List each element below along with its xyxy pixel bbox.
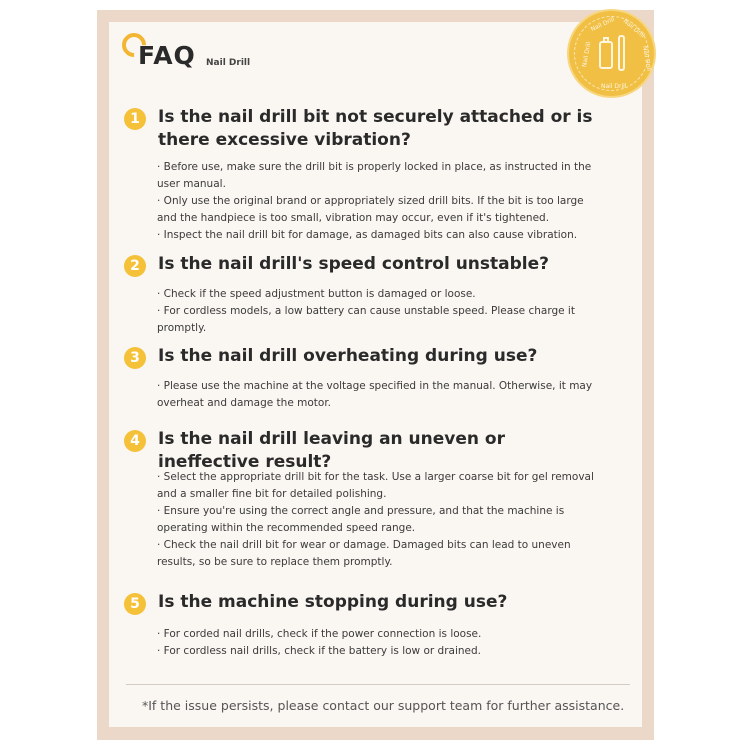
nail-drill-icon — [618, 35, 625, 71]
faq-answer-4 — [157, 469, 602, 571]
question-number-badge: 1 — [124, 108, 146, 130]
page-title: FAQ — [138, 41, 196, 70]
footer-note: *If the issue persists, please contact our support team for further assistance. — [142, 698, 625, 713]
question-number-badge: 4 — [124, 430, 146, 452]
faq-answer-5 — [157, 626, 602, 660]
nail-polish-icon — [599, 41, 613, 69]
answer-item: · For cordless models, a low battery can cause unstable speed. Please charge it promptly. — [157, 305, 575, 334]
answer-item: · Check the nail drill bit for wear or damage. Damaged bits can lead to uneven results, so be sure to replace them promptly. — [157, 539, 571, 568]
page-subtitle: Nail Drill — [206, 58, 251, 68]
question-number-badge: 2 — [124, 255, 146, 277]
answer-item: · Inspect the nail drill bit for damage, as damaged bits can also cause vibration. — [157, 229, 578, 241]
badge-label: Nail Drill — [601, 83, 627, 90]
badge-label: Nail Drill — [641, 45, 653, 72]
answer-item: · For corded nail drills, check if the power connection is loose. — [157, 628, 482, 640]
question-title: Is the nail drill leaving an uneven or ineffective result? — [158, 429, 505, 472]
question-number-badge: 3 — [124, 347, 146, 369]
answer-item: · Please use the machine at the voltage specified in the manual. Otherwise, it may overheat and damage the motor. — [157, 380, 593, 409]
answer-item: · Ensure you're using the correct angle and pressure, and that the machine is operating within the recommended speed range. — [157, 505, 565, 534]
badge-label: Nail Drill — [581, 41, 593, 68]
question-title: Is the nail drill overheating during use? — [158, 346, 538, 366]
faq-answer-3 — [157, 378, 602, 412]
answer-item: · Select the appropriate drill bit for the task. Use a larger coarse bit for gel removal and a smaller fine bit for detailed polishing. — [157, 471, 594, 500]
answer-item: · For cordless nail drills, check if the battery is low or drained. — [157, 645, 481, 657]
question-title: Is the nail drill's speed control unstable? — [158, 254, 549, 274]
answer-item: · Before use, make sure the drill bit is properly locked in place, as instructed in the user manual. — [157, 161, 592, 190]
faq-answer-2 — [157, 286, 602, 337]
question-title: Is the nail drill bit not securely attached or is there excessive vibration? — [158, 107, 593, 150]
faq-answer-1 — [157, 159, 602, 244]
footer-divider — [126, 684, 630, 685]
question-title: Is the machine stopping during use? — [158, 592, 508, 612]
badge-label: Nail Drill — [621, 17, 646, 40]
answer-item: · Check if the speed adjustment button is damaged or loose. — [157, 288, 476, 300]
badge-label: Nail Drill — [589, 15, 616, 34]
question-number-badge: 5 — [124, 593, 146, 615]
nail-drill-badge — [567, 9, 656, 98]
answer-item: · Only use the original brand or appropriately sized drill bits. If the bit is too large and the handpiece is too small, vibration may occur, even if it's tightened. — [157, 195, 584, 224]
